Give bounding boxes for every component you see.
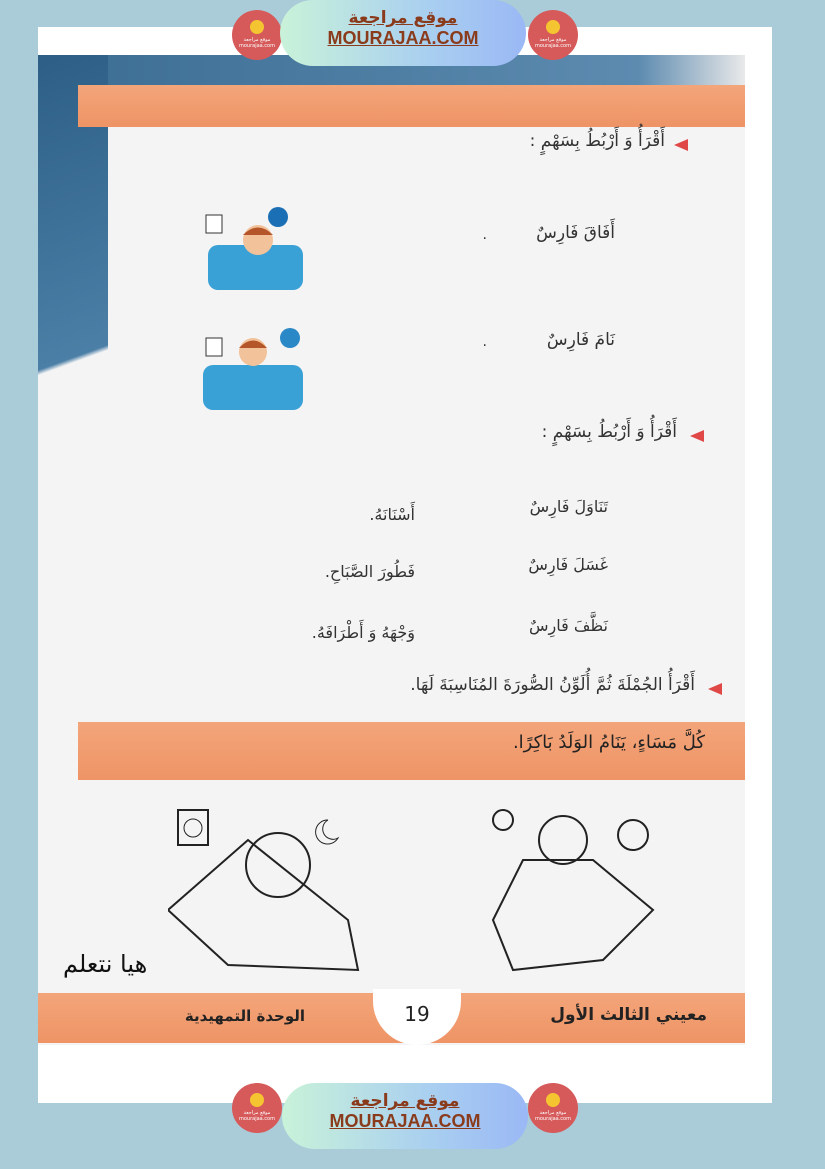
logo-text: موقع مراجعة mourajaa.com <box>238 1110 275 1122</box>
watermark-footer[interactable] <box>282 1083 528 1149</box>
handwritten-note: هيا نتعلم <box>63 950 148 978</box>
left-item: غَسَلَ فَارِسٌ <box>528 555 608 574</box>
unit-title: الوحدة التمهيدية <box>184 1007 305 1025</box>
top-band <box>78 85 745 127</box>
left-item: تَنَاوَلَ فَارِسٌ <box>529 497 608 516</box>
sentence: أَفَاقَ فَارِسٌ <box>536 223 615 243</box>
logo <box>232 10 282 60</box>
scan-edge-left <box>38 55 108 555</box>
dot: . <box>482 227 487 243</box>
left-item: نَظَّفَ فَارِسٌ <box>528 616 608 635</box>
sentence: نَامَ فَارِسٌ <box>546 330 615 350</box>
instruction-3: أَقْرَأُ الجُمْلَةَ ثُمَّ أُلَوِّنُ الصُّورَةَ المُنَاسِبَةَ لَهَا. <box>410 675 695 695</box>
logo <box>528 10 578 60</box>
boy-waking-image <box>198 320 308 415</box>
logo <box>528 1083 578 1133</box>
scanned-page <box>38 55 745 1045</box>
boy-sleeping-outline-image <box>168 800 368 975</box>
watermark-header[interactable] <box>280 0 526 66</box>
arrow-icon <box>674 139 688 151</box>
arrow-icon <box>690 430 704 442</box>
logo-text: موقع مراجعة mourajaa.com <box>534 1110 571 1122</box>
page-number: 19 <box>373 989 461 1045</box>
watermark-arabic: موقع مراجعة <box>350 1091 460 1111</box>
boy-waking-outline-image <box>483 800 663 980</box>
book-title: معيني الثالث الأول <box>550 1005 707 1025</box>
watermark-arabic: موقع مراجعة <box>348 8 458 28</box>
logo <box>232 1083 282 1133</box>
right-item: وَجْهَهُ وَ أَطْرَافَهُ. <box>311 623 415 642</box>
logo-text: موقع مراجعة mourajaa.com <box>534 37 571 49</box>
right-item: أَسْنَانَهُ. <box>369 505 415 524</box>
color-sentence: كُلَّ مَسَاءٍ، يَنَامُ الوَلَدُ بَاكِرًا. <box>512 732 705 753</box>
dot: . <box>482 334 487 350</box>
instruction-2: أَقْرَأُ وَ أَرْبُطُ بِسَهْمٍ : <box>541 422 677 442</box>
right-item: فَطُورَ الصَّبَاحِ. <box>324 562 415 581</box>
logo-text: موقع مراجعة mourajaa.com <box>238 37 275 49</box>
arrow-icon <box>708 683 722 695</box>
watermark-link[interactable]: MOURAJAA.COM <box>329 1111 481 1131</box>
watermark-link[interactable]: MOURAJAA.COM <box>327 28 479 48</box>
boy-sleeping-image <box>198 205 308 295</box>
instruction-1: أَقْرَأُ وَ أَرْبُطُ بِسَهْمٍ : <box>529 131 665 151</box>
